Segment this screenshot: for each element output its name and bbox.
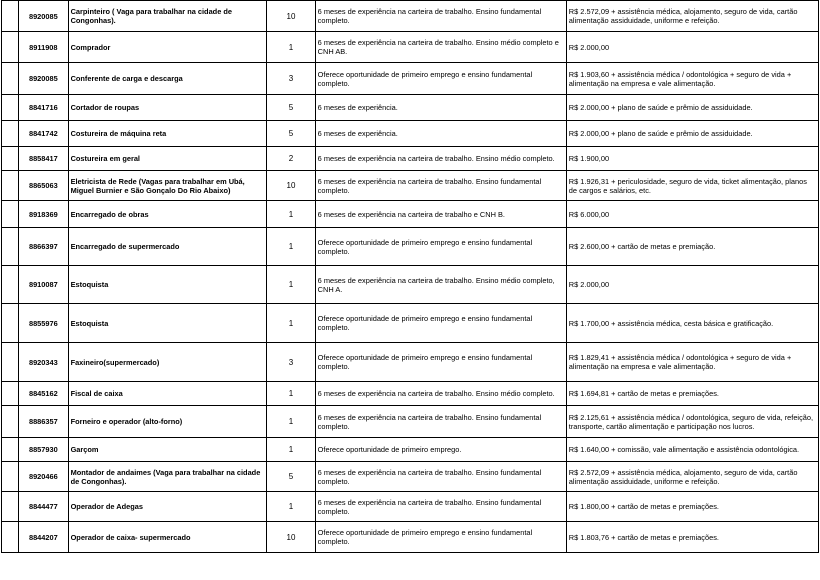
job-requirements: 6 meses de experiência. xyxy=(315,95,566,121)
job-vacancies: 1 xyxy=(267,492,315,522)
blank-cell xyxy=(2,63,19,95)
table-row xyxy=(2,32,819,63)
job-title: Faxineiro(supermercado) xyxy=(68,343,267,382)
job-title: Estoquista xyxy=(68,304,267,343)
job-code: 8858417 xyxy=(19,147,68,171)
job-requirements: 6 meses de experiência na carteira de trabalho. Ensino fundamental completo. xyxy=(315,492,566,522)
table-row xyxy=(2,492,819,522)
job-requirements: 6 meses de experiência na carteira de trabalho. Ensino médio completo e CNH AB. xyxy=(315,32,566,63)
job-code: 8911908 xyxy=(19,32,68,63)
job-salary: R$ 1.829,41 + assistência médica / odontológica + seguro de vida + alimentação na empresa e vale alimentação. xyxy=(566,343,818,382)
table-row xyxy=(2,228,819,266)
job-title: Operador de Adegas xyxy=(68,492,267,522)
job-title: Encarregado de supermercado xyxy=(68,228,267,266)
blank-cell xyxy=(2,228,19,266)
job-code: 8845162 xyxy=(19,382,68,406)
table-row xyxy=(2,406,819,438)
job-requirements: Oferece oportunidade de primeiro emprego e ensino fundamental completo. xyxy=(315,304,566,343)
job-requirements: 6 meses de experiência na carteira de trabalho. Ensino médio completo. xyxy=(315,147,566,171)
job-title: Eletricista de Rede (Vagas para trabalhar em Ubá, Miguel Burnier e São Gonçalo Do Rio Abaixo) xyxy=(68,171,267,201)
job-code: 8855976 xyxy=(19,304,68,343)
job-salary: R$ 1.900,00 xyxy=(566,147,818,171)
job-title: Encarregado de obras xyxy=(68,201,267,228)
job-code: 8910087 xyxy=(19,266,68,304)
job-requirements: Oferece oportunidade de primeiro emprego. xyxy=(315,438,566,462)
job-title: Costureira em geral xyxy=(68,147,267,171)
job-title: Fiscal de caixa xyxy=(68,382,267,406)
job-salary: R$ 1.694,81 + cartão de metas e premiações. xyxy=(566,382,818,406)
table-row xyxy=(2,1,819,32)
job-requirements: 6 meses de experiência na carteira de trabalho. Ensino médio completo. xyxy=(315,382,566,406)
job-vacancies: 5 xyxy=(267,95,315,121)
job-salary: R$ 2.572,09 + assistência médica, alojamento, seguro de vida, cartão alimentação assiduidade, uniforme e refeição. xyxy=(566,462,818,492)
job-title: Garçom xyxy=(68,438,267,462)
job-vacancies: 1 xyxy=(267,266,315,304)
job-salary: R$ 1.903,60 + assistência médica / odontológica + seguro de vida + alimentação na empresa e vale alimentação. xyxy=(566,63,818,95)
job-vacancies: 1 xyxy=(267,304,315,343)
job-vacancies: 1 xyxy=(267,201,315,228)
job-code: 8920085 xyxy=(19,1,68,32)
job-title: Operador de caixa- supermercado xyxy=(68,522,267,553)
blank-cell xyxy=(2,382,19,406)
job-title: Costureira de máquina reta xyxy=(68,121,267,147)
job-requirements: 6 meses de experiência na carteira de trabalho. Ensino fundamental completo. xyxy=(315,462,566,492)
job-vacancies: 2 xyxy=(267,147,315,171)
job-title: Forneiro e operador (alto-forno) xyxy=(68,406,267,438)
table-row xyxy=(2,304,819,343)
job-requirements: Oferece oportunidade de primeiro emprego e ensino fundamental completo. xyxy=(315,63,566,95)
blank-cell xyxy=(2,171,19,201)
blank-cell xyxy=(2,121,19,147)
job-requirements: 6 meses de experiência. xyxy=(315,121,566,147)
job-requirements: 6 meses de experiência na carteira de trabalho. Ensino fundamental completo. xyxy=(315,406,566,438)
job-vacancies: 1 xyxy=(267,32,315,63)
job-salary: R$ 2.572,09 + assistência médica, alojamento, seguro de vida, cartão alimentação assiduidade, uniforme e refeição. xyxy=(566,1,818,32)
table-row xyxy=(2,95,819,121)
table-row xyxy=(2,266,819,304)
table-row xyxy=(2,63,819,95)
job-code: 8918369 xyxy=(19,201,68,228)
blank-cell xyxy=(2,522,19,553)
job-requirements: Oferece oportunidade de primeiro emprego e ensino fundamental completo. xyxy=(315,228,566,266)
table-row xyxy=(2,201,819,228)
job-salary: R$ 2.000,00 xyxy=(566,32,818,63)
job-requirements: 6 meses de experiência na carteira de trabalho e CNH B. xyxy=(315,201,566,228)
job-title: Conferente de carga e descarga xyxy=(68,63,267,95)
blank-cell xyxy=(2,304,19,343)
blank-cell xyxy=(2,95,19,121)
job-code: 8920085 xyxy=(19,63,68,95)
blank-cell xyxy=(2,1,19,32)
job-salary: R$ 1.926,31 + periculosidade, seguro de vida, ticket alimentação, planos de cargos e salários, etc. xyxy=(566,171,818,201)
job-salary: R$ 1.800,00 + cartão de metas e premiações. xyxy=(566,492,818,522)
table-row xyxy=(2,382,819,406)
job-vacancies: 1 xyxy=(267,228,315,266)
job-title: Carpinteiro ( Vaga para trabalhar na cidade de Congonhas). xyxy=(68,1,267,32)
job-vacancies: 10 xyxy=(267,171,315,201)
job-code: 8844207 xyxy=(19,522,68,553)
job-vacancies: 1 xyxy=(267,438,315,462)
job-vacancies: 1 xyxy=(267,382,315,406)
job-code: 8857930 xyxy=(19,438,68,462)
job-code: 8886357 xyxy=(19,406,68,438)
job-vacancies: 10 xyxy=(267,1,315,32)
job-code: 8920466 xyxy=(19,462,68,492)
job-code: 8841716 xyxy=(19,95,68,121)
blank-cell xyxy=(2,406,19,438)
table-row xyxy=(2,121,819,147)
table-row xyxy=(2,171,819,201)
job-requirements: Oferece oportunidade de primeiro emprego e ensino fundamental completo. xyxy=(315,343,566,382)
job-code: 8865063 xyxy=(19,171,68,201)
job-title: Estoquista xyxy=(68,266,267,304)
job-salary: R$ 2.600,00 + cartão de metas e premiação. xyxy=(566,228,818,266)
job-title: Cortador de roupas xyxy=(68,95,267,121)
job-salary: R$ 1.640,00 + comissão, vale alimentação e assistência odontológica. xyxy=(566,438,818,462)
blank-cell xyxy=(2,147,19,171)
blank-cell xyxy=(2,201,19,228)
job-salary: R$ 1.700,00 + assistência médica, cesta básica e gratificação. xyxy=(566,304,818,343)
job-salary: R$ 2.000,00 + plano de saúde e prêmio de assiduidade. xyxy=(566,121,818,147)
table-row xyxy=(2,343,819,382)
job-requirements: 6 meses de experiência na carteira de trabalho. Ensino fundamental completo. xyxy=(315,1,566,32)
job-vacancies: 3 xyxy=(267,343,315,382)
table-row xyxy=(2,462,819,492)
job-title: Montador de andaimes (Vaga para trabalhar na cidade de Congonhas). xyxy=(68,462,267,492)
blank-cell xyxy=(2,462,19,492)
job-requirements: 6 meses de experiência na carteira de trabalho. Ensino médio completo, CNH A. xyxy=(315,266,566,304)
job-vacancies: 10 xyxy=(267,522,315,553)
job-vacancies: 5 xyxy=(267,462,315,492)
job-salary: R$ 2.000,00 xyxy=(566,266,818,304)
blank-cell xyxy=(2,32,19,63)
table-row xyxy=(2,147,819,171)
job-code: 8920343 xyxy=(19,343,68,382)
job-salary: R$ 1.803,76 + cartão de metas e premiações. xyxy=(566,522,818,553)
blank-cell xyxy=(2,266,19,304)
job-title: Comprador xyxy=(68,32,267,63)
job-salary: R$ 6.000,00 xyxy=(566,201,818,228)
job-requirements: Oferece oportunidade de primeiro emprego e ensino fundamental completo. xyxy=(315,522,566,553)
table-row xyxy=(2,522,819,553)
job-salary: R$ 2.125,61 + assistência médica / odontológica, seguro de vida, refeição, transporte, cartão alimentação e participação nos lucros. xyxy=(566,406,818,438)
job-vacancies: 1 xyxy=(267,406,315,438)
blank-cell xyxy=(2,438,19,462)
job-code: 8841742 xyxy=(19,121,68,147)
table-row xyxy=(2,438,819,462)
job-listings-table xyxy=(1,0,819,553)
job-code: 8844477 xyxy=(19,492,68,522)
blank-cell xyxy=(2,492,19,522)
job-salary: R$ 2.000,00 + plano de saúde e prêmio de assiduidade. xyxy=(566,95,818,121)
job-code: 8866397 xyxy=(19,228,68,266)
job-vacancies: 5 xyxy=(267,121,315,147)
job-vacancies: 3 xyxy=(267,63,315,95)
job-requirements: 6 meses de experiência na carteira de trabalho. Ensino fundamental completo. xyxy=(315,171,566,201)
blank-cell xyxy=(2,343,19,382)
